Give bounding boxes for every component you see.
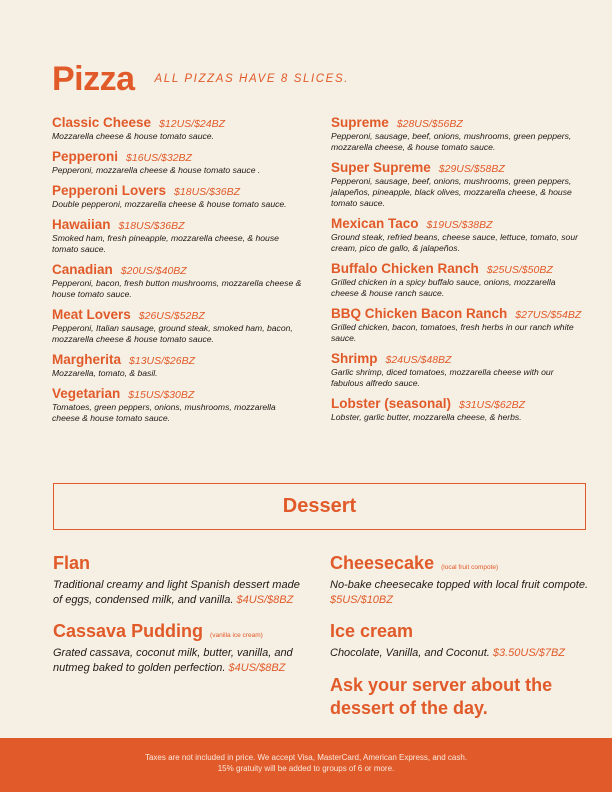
item-price: $13US/$26BZ [129,355,195,367]
item-description: Tomatoes, green peppers, onions, mushrooms, mozzarella cheese & house tomato sauce. [52,402,276,423]
item-price: $31US/$62BZ [459,399,525,411]
dessert-description: Grated cassava, coconut milk, butter, vanilla, and nutmeg baked to golden perfection. $4US/$8BZ [53,647,293,674]
dessert-description: No-bake cheesecake topped with local fruit compote. $5US/$10BZ [330,579,589,606]
item-price: $26US/$52BZ [138,310,205,322]
dessert-price: $4US/$8BZ [228,662,286,674]
menu-item [52,183,302,210]
menu-item [331,216,581,254]
item-name: Mexican Taco [331,216,419,231]
item-description: Smoked ham, fresh pineapple, mozzarella cheese, & house tomato sauce. [52,233,279,254]
dessert-price: $3.50US/$7BZ [492,647,566,659]
item-description: Ground steak, refried beans, cheese sauce, lettuce, tomato, sour cream, pico de gallo, & jalapeños. [331,232,578,253]
item-name: Meat Lovers [52,307,131,322]
item-name: Pepperoni Lovers [52,183,167,198]
item-name: Shrimp [331,351,378,366]
item-name: Super Supreme [331,160,431,175]
dessert-column-left [53,553,303,689]
item-description: Grilled chicken, bacon, tomatoes, fresh herbs in our ranch white sauce. [331,322,574,343]
item-name: Classic Cheese [52,115,152,130]
dessert-name: Cheesecake [330,553,435,573]
item-description: Pepperoni, Italian sausage, ground steak, smoked ham, bacon, mozzarella cheese & house tomato sauce. [52,323,293,344]
footer-bar [0,738,612,792]
slices-note: ALL PIZZAS HAVE 8 SLICES. [154,73,350,85]
dessert-item-flan [53,553,303,608]
item-name: BBQ Chicken Bacon Ranch [331,306,508,321]
footer-payment-note: Taxes are not included in price. We accept Visa, MasterCard, American Express, and cash. [144,753,468,762]
item-name: Margherita [52,352,122,367]
dessert-description: Chocolate, Vanilla, and Coconut. $3.50US/$7BZ [330,647,566,659]
menu-item [331,115,581,153]
pizza-column-right [331,115,581,430]
item-name: Pepperoni [52,149,119,164]
item-description: Lobster, garlic butter, mozzarella cheese, & herbs. [331,412,522,422]
item-name: Buffalo Chicken Ranch [331,261,479,276]
item-price: $15US/$30BZ [128,389,195,401]
dessert-price: $4US/$8BZ [236,594,294,606]
pizza-header [52,60,349,99]
item-name: Lobster (seasonal) [331,396,452,411]
item-name: Canadian [52,262,113,277]
item-price: $20US/$40BZ [120,265,187,277]
item-price: $18US/$36BZ [118,220,185,232]
menu-item [331,160,581,209]
dessert-of-the-day-note: Ask your server about the dessert of the day. [330,675,553,718]
menu-item [52,115,302,142]
pizza-title: Pizza [52,60,135,98]
dessert-name: Ice cream [330,621,414,641]
menu-item [52,217,302,255]
item-description: Mozzarella, tomato, & basil. [52,368,158,378]
item-price: $28US/$56BZ [396,118,463,130]
item-price: $16US/$32BZ [126,152,192,164]
footer-gratuity-note: 15% gratuity will be added to groups of 6 or more. [217,764,395,773]
dessert-item-cassava [53,621,303,676]
menu-item [52,352,302,379]
item-price: $12US/$24BZ [159,118,226,130]
item-description: Garlic shrimp, diced tomatoes, mozzarella cheese with our fabulous alfredo sauce. [331,367,554,388]
item-description: Grilled chicken in a spicy buffalo sauce, onions, mozzarella cheese & house ranch sauce. [331,277,556,298]
item-price: $24US/$48BZ [385,354,452,366]
menu-item [331,306,581,344]
dessert-description: Traditional creamy and light Spanish dessert made of eggs, condensed milk, and vanilla. $4US/$8BZ [53,579,300,606]
dessert-name: Flan [53,553,91,573]
item-description: Double pepperoni, mozzarella cheese & house tomato sauce. [52,199,287,209]
menu-item [331,351,581,389]
menu-item [331,396,581,423]
dessert-banner [53,483,586,530]
pizza-column-left [52,115,302,431]
item-name: Vegetarian [52,386,121,401]
item-description: Pepperoni, sausage, beef, onions, mushrooms, green peppers, mozzarella cheese, & house tomato sauce. [331,131,572,152]
menu-item [52,149,302,176]
item-price: $25US/$50BZ [486,264,553,276]
item-price: $18US/$36BZ [174,186,241,198]
dessert-name: Cassava Pudding [53,621,204,641]
menu-item [52,262,302,300]
dessert-note: (local fruit compote) [441,564,499,571]
dessert-item-icecream [330,621,590,661]
dessert-title: Dessert [282,495,357,517]
item-description: Pepperoni, bacon, fresh button mushrooms, mozzarella cheese & house tomato sauce. [52,278,302,299]
dessert-item-cheesecake [330,553,590,608]
menu-item [52,386,302,424]
item-price: $27US/$54BZ [515,309,582,321]
item-name: Hawaiian [52,217,111,232]
menu-item [331,261,581,299]
item-description: Mozzarella cheese & house tomato sauce. [52,131,214,141]
item-price: $19US/$38BZ [426,219,493,231]
item-name: Supreme [331,115,389,130]
dessert-price: $5US/$10BZ [330,594,393,606]
dessert-note: (vanilla ice cream) [210,632,263,639]
menu-item [52,307,302,345]
item-price: $29US/$58BZ [438,163,505,175]
item-description: Pepperoni, sausage, beef, onions, mushrooms, green peppers, jalapeños, pineapple, black olives, mozzarella cheese, & house tomato sauce. [331,176,572,208]
item-description: Pepperoni, mozzarella cheese & house tomato sauce . [52,165,261,175]
dessert-column-right [330,553,590,720]
